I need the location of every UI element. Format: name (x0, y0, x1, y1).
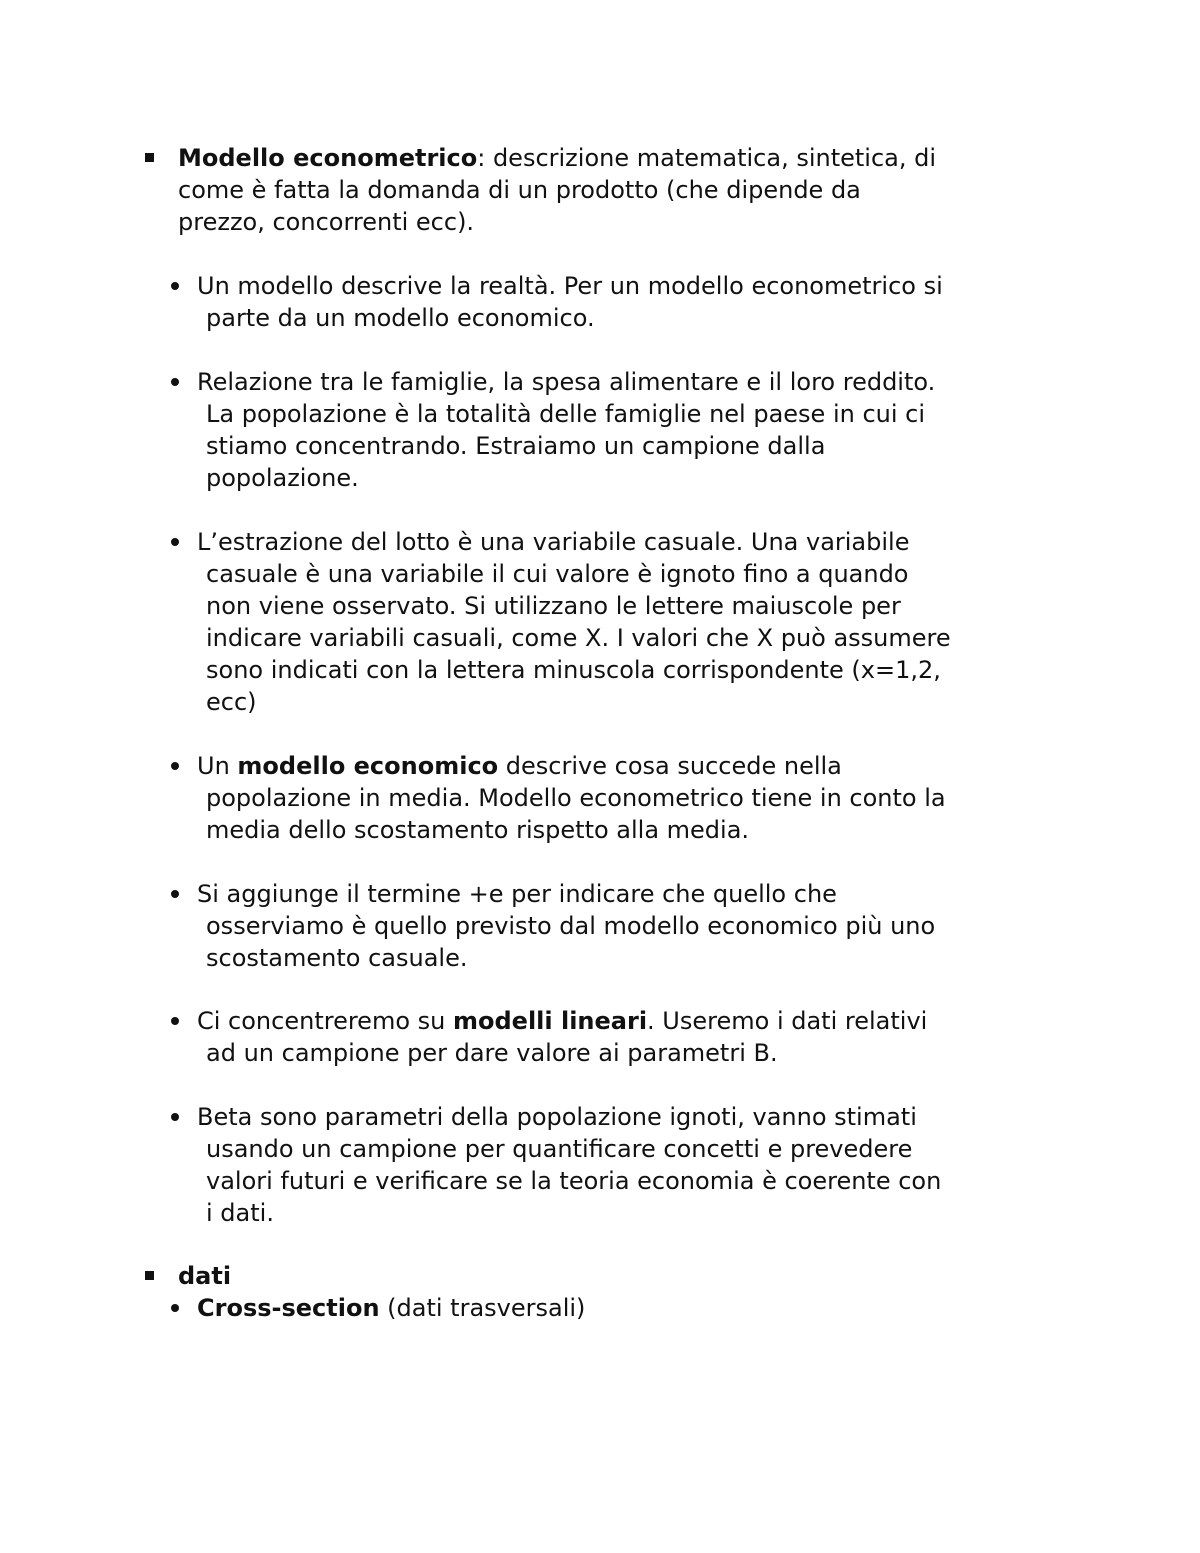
list-item (197, 1101, 1077, 1229)
list-item-line: media dello scostamento rispetto alla media. (206, 816, 750, 844)
heading-bold-term: Modello econometrico (178, 144, 478, 172)
list-item-line: Beta sono parametri della popolazione ignoti, vanno stimati (197, 1103, 917, 1131)
list-item-text: . Useremo i dati relativi (647, 1007, 928, 1035)
round-bullet-icon (171, 1304, 179, 1312)
list-item-line: Si aggiunge il termine +e per indicare che quello che (197, 880, 837, 908)
list-item-line: i dati. (206, 1199, 274, 1227)
list-item-line: indicare variabili casuali, come X. I valori che X può assumere (206, 624, 951, 652)
round-bullet-icon (171, 890, 179, 898)
list-item-line: popolazione. (206, 464, 359, 492)
list-item (197, 526, 1077, 718)
list-item-text: Ci concentreremo su (197, 1007, 453, 1035)
round-bullet-icon (171, 1113, 179, 1121)
list-item-line: casuale è una variabile il cui valore è ignoto fino a quando (206, 560, 909, 588)
list-item-line: usando un campione per quantificare concetti e prevedere (206, 1135, 913, 1163)
list-item-text: Un (197, 752, 238, 780)
list-item-line: L’estrazione del lotto è una variabile casuale. Una variabile (197, 528, 910, 556)
list-item (197, 750, 1077, 846)
list-item-line: osserviamo è quello previsto dal modello economico più uno (206, 912, 936, 940)
heading-line-2: come è fatta la domanda di un prodotto (che dipende da (178, 176, 861, 204)
list-item (197, 878, 1077, 974)
list-item-line: La popolazione è la totalità delle famiglie nel paese in cui ci (206, 400, 926, 428)
list-item-line: non viene osservato. Si utilizzano le lettere maiuscole per (206, 592, 901, 620)
bold-term: modello economico (237, 752, 499, 780)
list-item-line (197, 1292, 1077, 1324)
list-item-line: stiamo concentrando. Estraiamo un campione dalla (206, 432, 826, 460)
list-item (197, 1292, 1077, 1324)
list-item-text: descrive cosa succede nella (498, 752, 842, 780)
list-item (197, 366, 1077, 494)
heading-line-1 (178, 1260, 1078, 1292)
list-item-line (197, 750, 1077, 782)
section-heading-dati (178, 1260, 1078, 1292)
heading-bold-term: dati (178, 1262, 232, 1290)
section-heading-modello-econometrico (178, 142, 1078, 238)
list-item-line (197, 1005, 1077, 1037)
square-bullet-icon (145, 1271, 154, 1280)
round-bullet-icon (171, 762, 179, 770)
list-item-line: parte da un modello economico. (206, 304, 595, 332)
bold-term: Cross-section (197, 1294, 380, 1322)
list-item-line: ad un campione per dare valore ai parametri B. (206, 1039, 778, 1067)
round-bullet-icon (171, 378, 179, 386)
list-item-line: sono indicati con la lettera minuscola corrispondente (x=1,2, (206, 656, 941, 684)
list-item-line: popolazione in media. Modello econometrico tiene in conto la (206, 784, 946, 812)
list-item-line: ecc) (206, 688, 257, 716)
heading-text: : descrizione matematica, sintetica, di (477, 144, 937, 172)
round-bullet-icon (171, 538, 179, 546)
round-bullet-icon (171, 1017, 179, 1025)
heading-line-3: prezzo, concorrenti ecc). (178, 208, 475, 236)
bold-term: modelli lineari (452, 1007, 648, 1035)
list-item-line: valori futuri e verificare se la teoria economia è coerente con (206, 1167, 942, 1195)
heading-line-1 (178, 142, 1078, 174)
list-item-line: scostamento casuale. (206, 944, 468, 972)
list-item-line: Relazione tra le famiglie, la spesa alimentare e il loro reddito. (197, 368, 936, 396)
round-bullet-icon (171, 282, 179, 290)
list-item (197, 270, 1077, 334)
list-item-line: Un modello descrive la realtà. Per un modello econometrico si (197, 272, 943, 300)
square-bullet-icon (145, 153, 154, 162)
list-item-text: (dati trasversali) (379, 1294, 586, 1322)
list-item (197, 1005, 1077, 1069)
